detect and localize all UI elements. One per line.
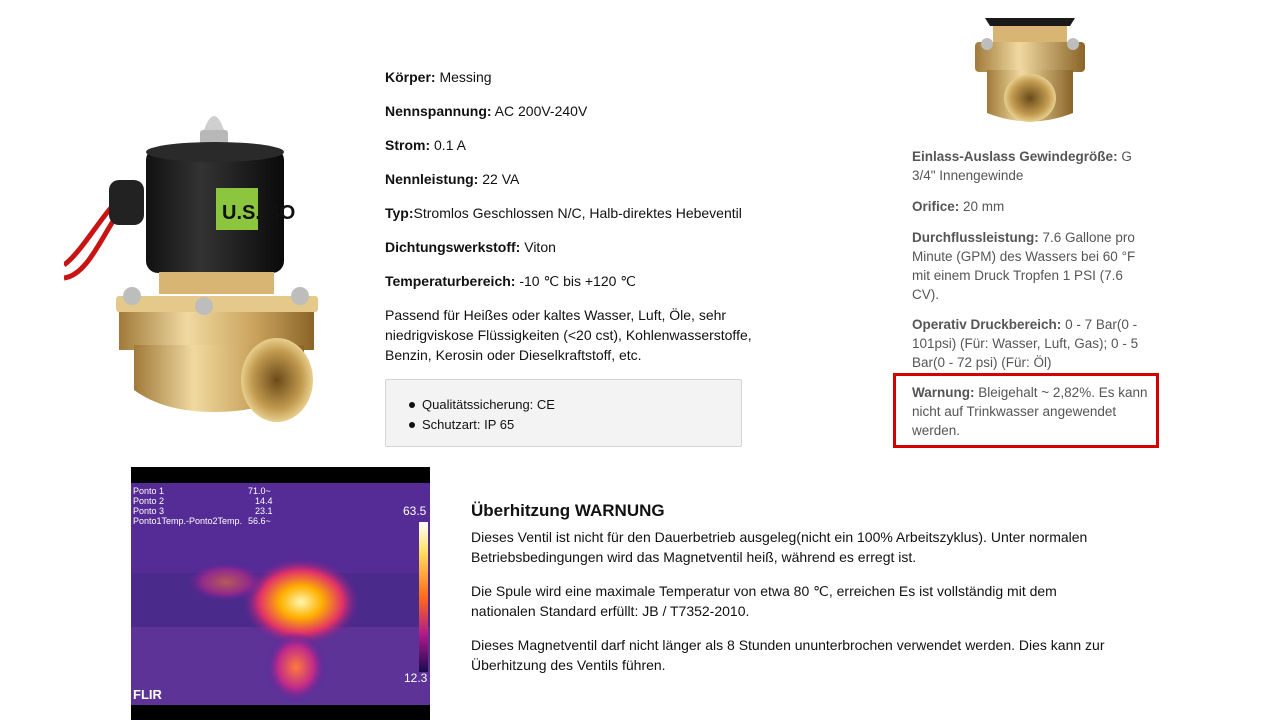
scale-max-label: 63.5 xyxy=(403,504,427,518)
lead-content-warning: Warnung: Bleigehalt ~ 2,82%. Es kann nicht auf Trinkwasser angewendet werden. xyxy=(912,385,1148,438)
solenoid-valve-image xyxy=(64,100,334,430)
spec-thread-size: Einlass-Auslass Gewindegröße: G 3/4" Innengewinde xyxy=(912,149,1132,183)
valve-fitting-image xyxy=(965,18,1095,133)
spec-current: Strom: 0.1 A xyxy=(385,137,466,153)
brand-logo: U.S. SO xyxy=(222,202,296,224)
scale-min-label: 12.3 xyxy=(404,671,428,685)
spec-pressure-range: Operativ Druckbereich: 0 - 7 Bar(0 - 101psi) (Für: Wasser, Luft, Gas); 0 - 5 Bar(0 - 72 psi) (Für: Öl) xyxy=(912,317,1139,370)
thermal-value: 71.0~ xyxy=(248,486,271,496)
overheat-paragraph: Dieses Magnetventil darf nicht länger als 8 Stunden ununterbrochen verwendet werden. Dies kann zur Überhitzung des Ventils führen. xyxy=(471,637,1105,673)
flir-logo: FLIR xyxy=(133,687,162,702)
thermal-label: Ponto 3 xyxy=(133,506,165,516)
spec-type: Typ:Stromlos Geschlossen N/C, Halb-direktes Hebeventil xyxy=(385,205,742,221)
overheat-paragraph: Die Spule wird eine maximale Temperatur von etwa 80 ℃, erreichen Es ist vollständig mit dem nationalen Standard erfüllt: JB / T7352-2010. xyxy=(471,583,1057,619)
certification-box xyxy=(385,379,742,447)
spec-power: Nennleistung: 22 VA xyxy=(385,171,520,187)
spec-flow-rate: Durchflussleistung: 7.6 Gallone pro Minute (GPM) des Wassers bei 60 °F mit einem Druck Tropfen 1 PSI (7.6 CV). xyxy=(912,230,1136,302)
thermal-value: 56.6~ xyxy=(248,516,271,526)
usage-description: Passend für Heißes oder kaltes Wasser, Luft, Öle, sehr niedrigviskose Flüssigkeiten (<20 cst), Kohlenwasserstoffe, Benzin, Kerosin oder Dieselkraftstoff, etc. xyxy=(385,307,752,363)
thermal-label: Ponto 1 xyxy=(133,486,165,496)
spec-seal: Dichtungswerkstoff: Viton xyxy=(385,239,556,255)
bullet-item: Qualitätssicherung: CE xyxy=(422,395,741,415)
spec-temperature: Temperaturbereich: -10 ℃ bis +120 ℃ xyxy=(385,273,637,289)
overheat-title: Überhitzung WARNUNG xyxy=(471,501,665,520)
thermal-label: Ponto 2 xyxy=(133,496,165,506)
overheat-paragraph: Dieses Ventil ist nicht für den Dauerbetrieb ausgeleg(nicht ein 100% Arbeitszyklus). Unter normalen Betriebsbedingungen wird das Magnetventil heiß, während es erregt ist. xyxy=(471,529,1088,565)
thermal-camera-image xyxy=(131,467,430,720)
thermal-value: 23.1 xyxy=(255,506,273,516)
thermal-value: 14.4 xyxy=(255,496,273,506)
thermal-heatmap xyxy=(131,467,430,720)
spec-orifice: Orifice: 20 mm xyxy=(912,199,1005,214)
thermal-label: Ponto1Temp.-Ponto2Temp. xyxy=(133,516,243,526)
bullet-item: Schutzart: IP 65 xyxy=(422,415,741,435)
spec-body: Körper: Messing xyxy=(385,69,492,85)
spec-voltage: Nennspannung: AC 200V-240V xyxy=(385,103,588,119)
